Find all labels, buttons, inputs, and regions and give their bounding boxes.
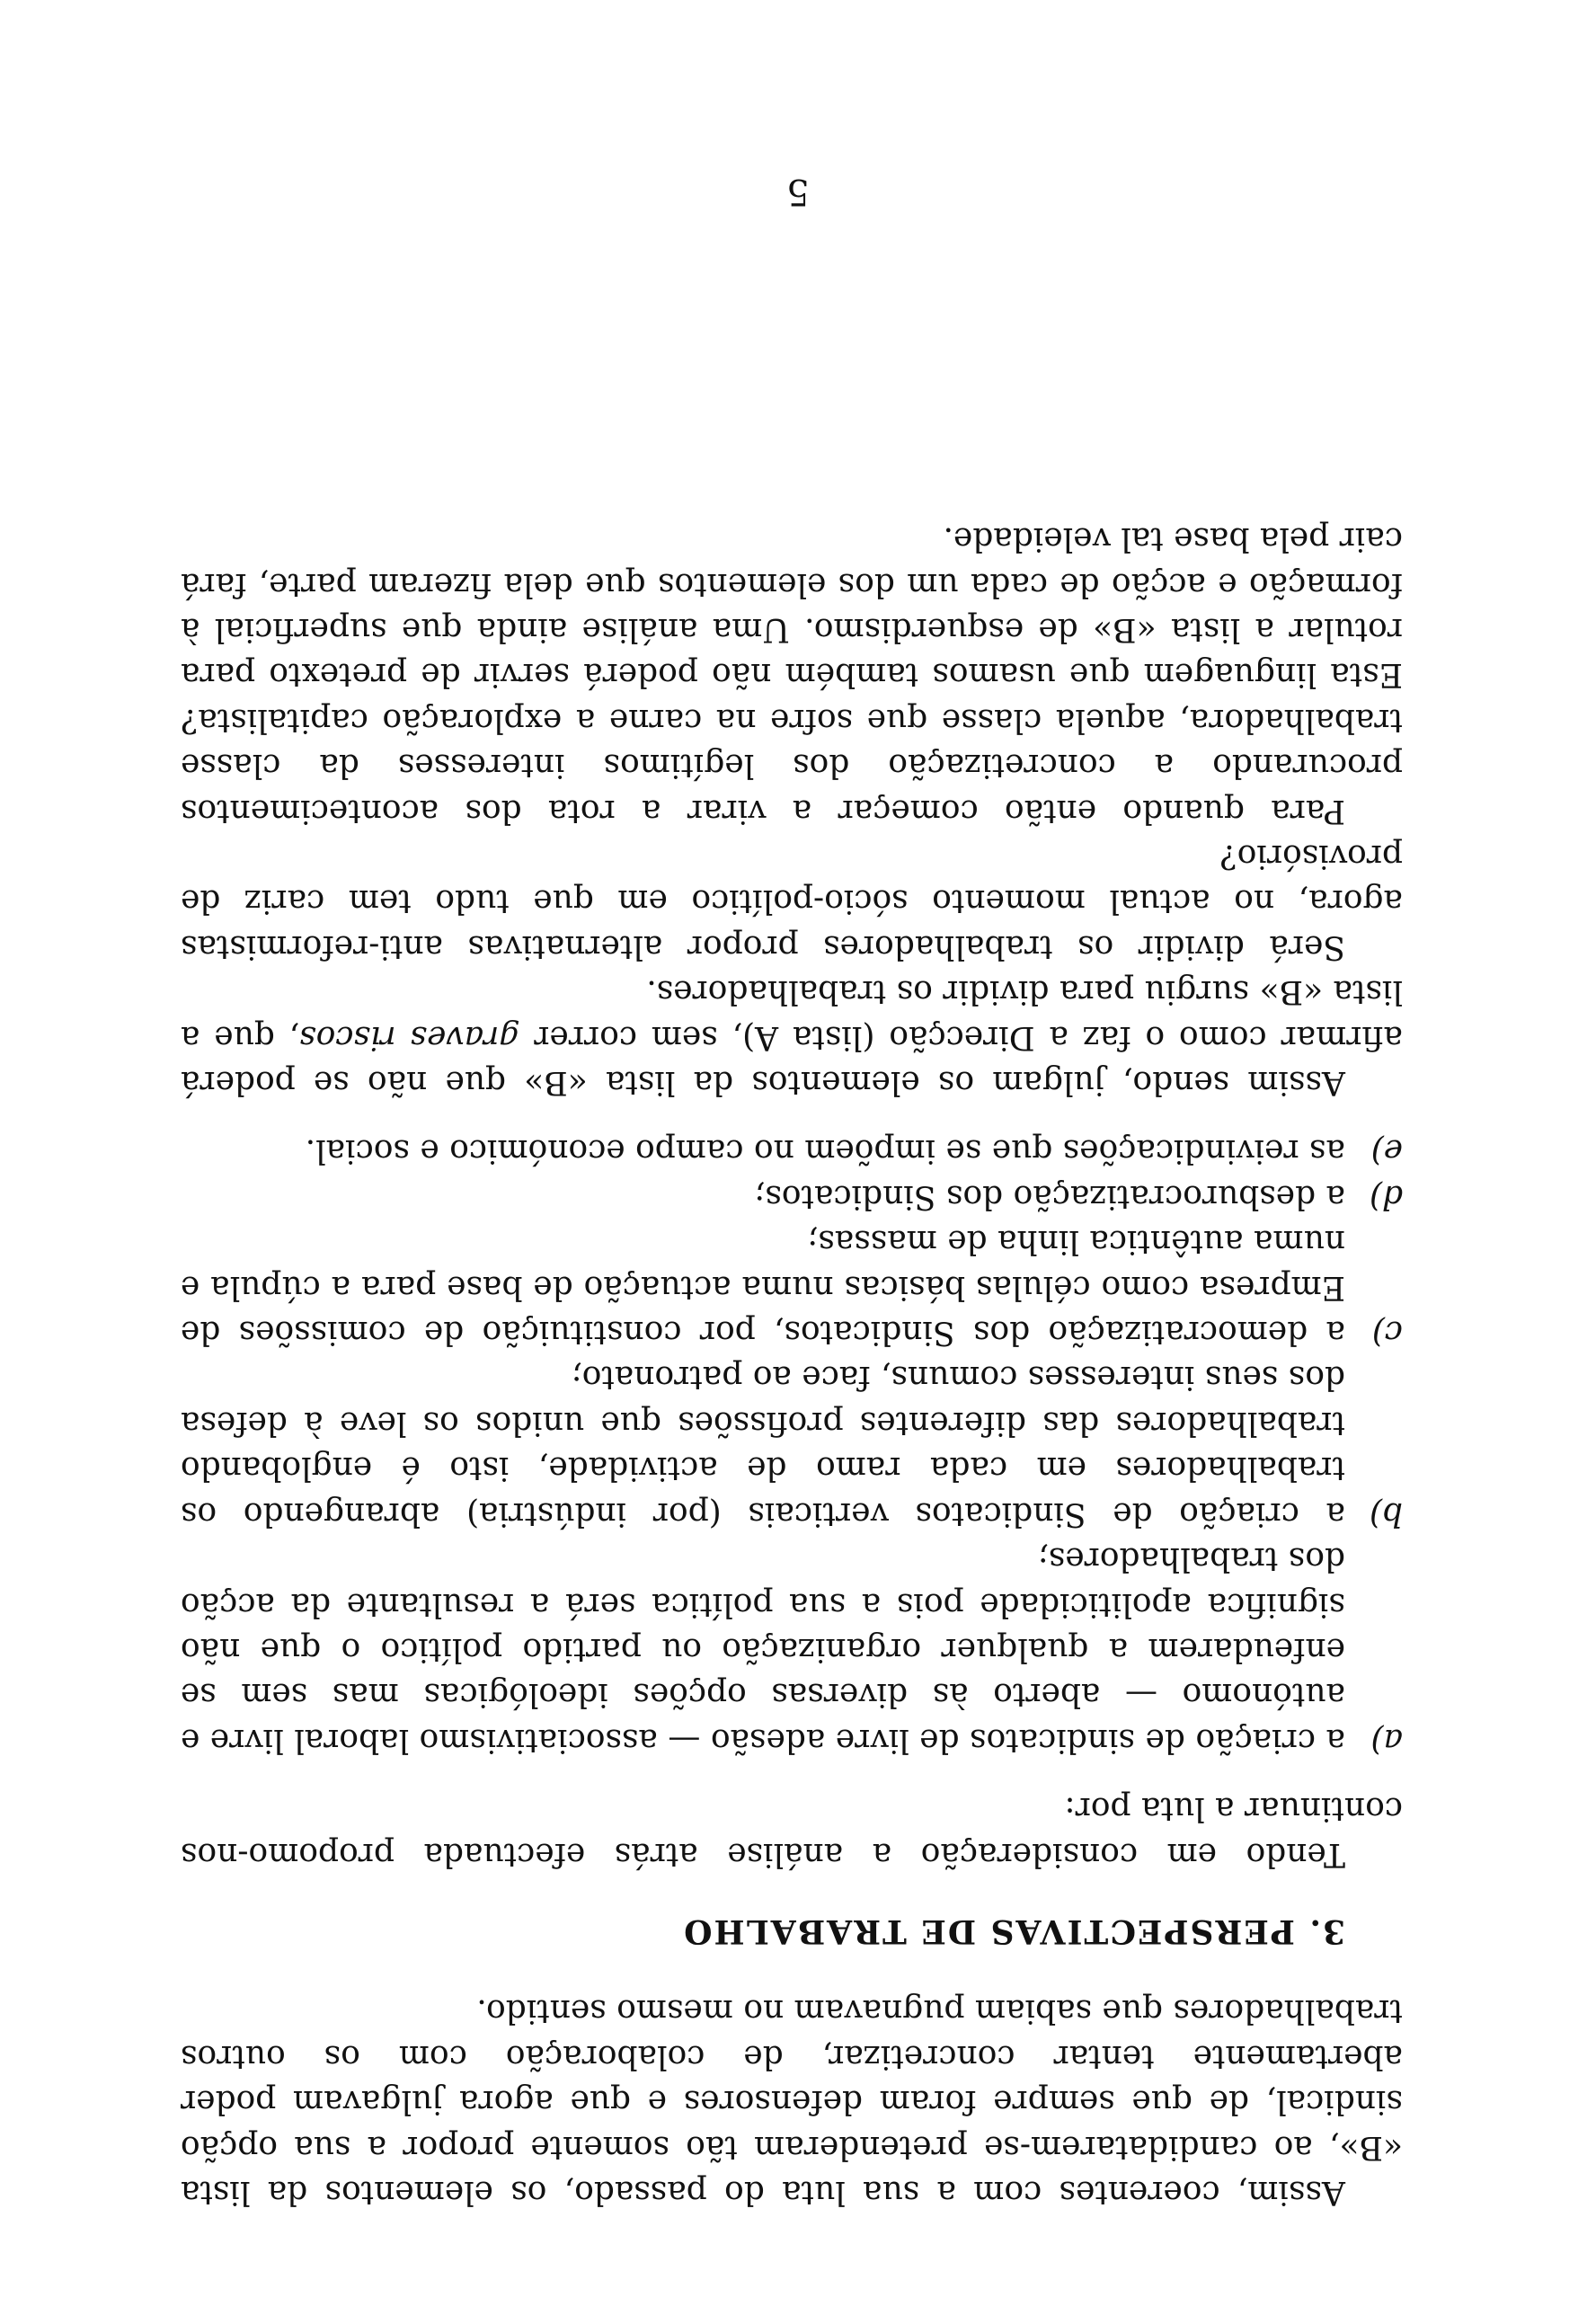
emphasis-text: graves riscos — [299, 1018, 520, 1056]
paragraph-text: , que a lista «B» surgiu para dividir os trabalhadores. — [181, 973, 1403, 1056]
list-item-text: a desburocratização dos Sindicatos; — [754, 1177, 1345, 1215]
page-body — [181, 516, 1403, 2214]
proposal-list — [181, 1128, 1403, 1762]
list-item-text: a democratização dos Sindicatos, por constituição de comissões de Empresa como células básicas numa actuação de base para a cúpula e numa autêntica linha de massas; — [181, 1223, 1345, 1352]
list-item — [181, 1128, 1403, 1173]
list-item-text: a criação de Sindicatos verticais (por indústria) abrangendo os trabalhadores em cada ramo de actividade, isto é englobando trabalhadores das diferentes profissões que unidos os leve à defesa dos seus interesses comuns, face ao patronato; — [181, 1359, 1345, 1532]
list-marker: e) — [1370, 1132, 1403, 1170]
paragraph-divide-question — [181, 969, 1403, 1104]
paragraph-text: Assim sendo, julgam os elementos da lista «B» que não se poderá afirmar como o faz a Direcção (lista A), sem correr — [181, 1018, 1403, 1102]
list-item — [181, 1354, 1403, 1536]
intro-paragraph: Assim, coerentes com a sua luta do passado, os elementos da lista «B», ao candidatarem-se pretenderam tão somente propor a sua opção sindical, de que sempre foram defensores e que agora julgavam poder abertamente tentar concretizar, de colaboração com os outros trabalhadores que sabiam pugnavam no mesmo sentido. — [181, 1992, 1403, 2211]
section-intro-paragraph: Tendo em consideração a análise atrás efectuada propomo-nos continuar a luta por: — [181, 1790, 1403, 1873]
list-item-text: a criação de sindicatos de livre adesão — associativismo laboral livre e autónomo — aberto às diversas opções ideológicas mas sem se enfeudarem a qualquer organização ou partido político o que não significa apoliticidade pois a sua política será a resultante da acção dos trabalhadores; — [181, 1540, 1345, 1759]
list-marker: c) — [1371, 1314, 1403, 1352]
list-item — [181, 1536, 1403, 1762]
paragraph-anti-reformist: Será dividir os trabalhadores propor alternativas anti-reformistas agora, no actual momento sócio-político em que tudo tem cariz de provisório? — [181, 838, 1403, 965]
list-item — [181, 1219, 1403, 1354]
section-heading: 3. PERSPECTIVAS DE TRABALHO — [682, 1911, 1345, 1950]
list-marker: b) — [1369, 1495, 1403, 1532]
list-item — [181, 1173, 1403, 1218]
list-item-text: as reivindicações que se impõem no campo económico e social. — [305, 1132, 1345, 1170]
list-marker: d) — [1369, 1177, 1403, 1215]
list-marker: a) — [1370, 1721, 1403, 1759]
paragraph-class-interests: Para quando então começar a virar a rota dos acontecimentos procurando a concretização dos legítimos interesses da classe trabalhadora, aquela classe que sofre na carne a exploração capitalista? Esta linguagem que usamos também não poderá servir de pretexto para rotular a lista «B» de esquerdismo. Uma análise ainda que superficial à formação e acção de cada um dos elementos que dela fizeram parte, fará cair pela base tal veleidade. — [181, 520, 1403, 829]
page-number: 5 — [786, 171, 810, 212]
